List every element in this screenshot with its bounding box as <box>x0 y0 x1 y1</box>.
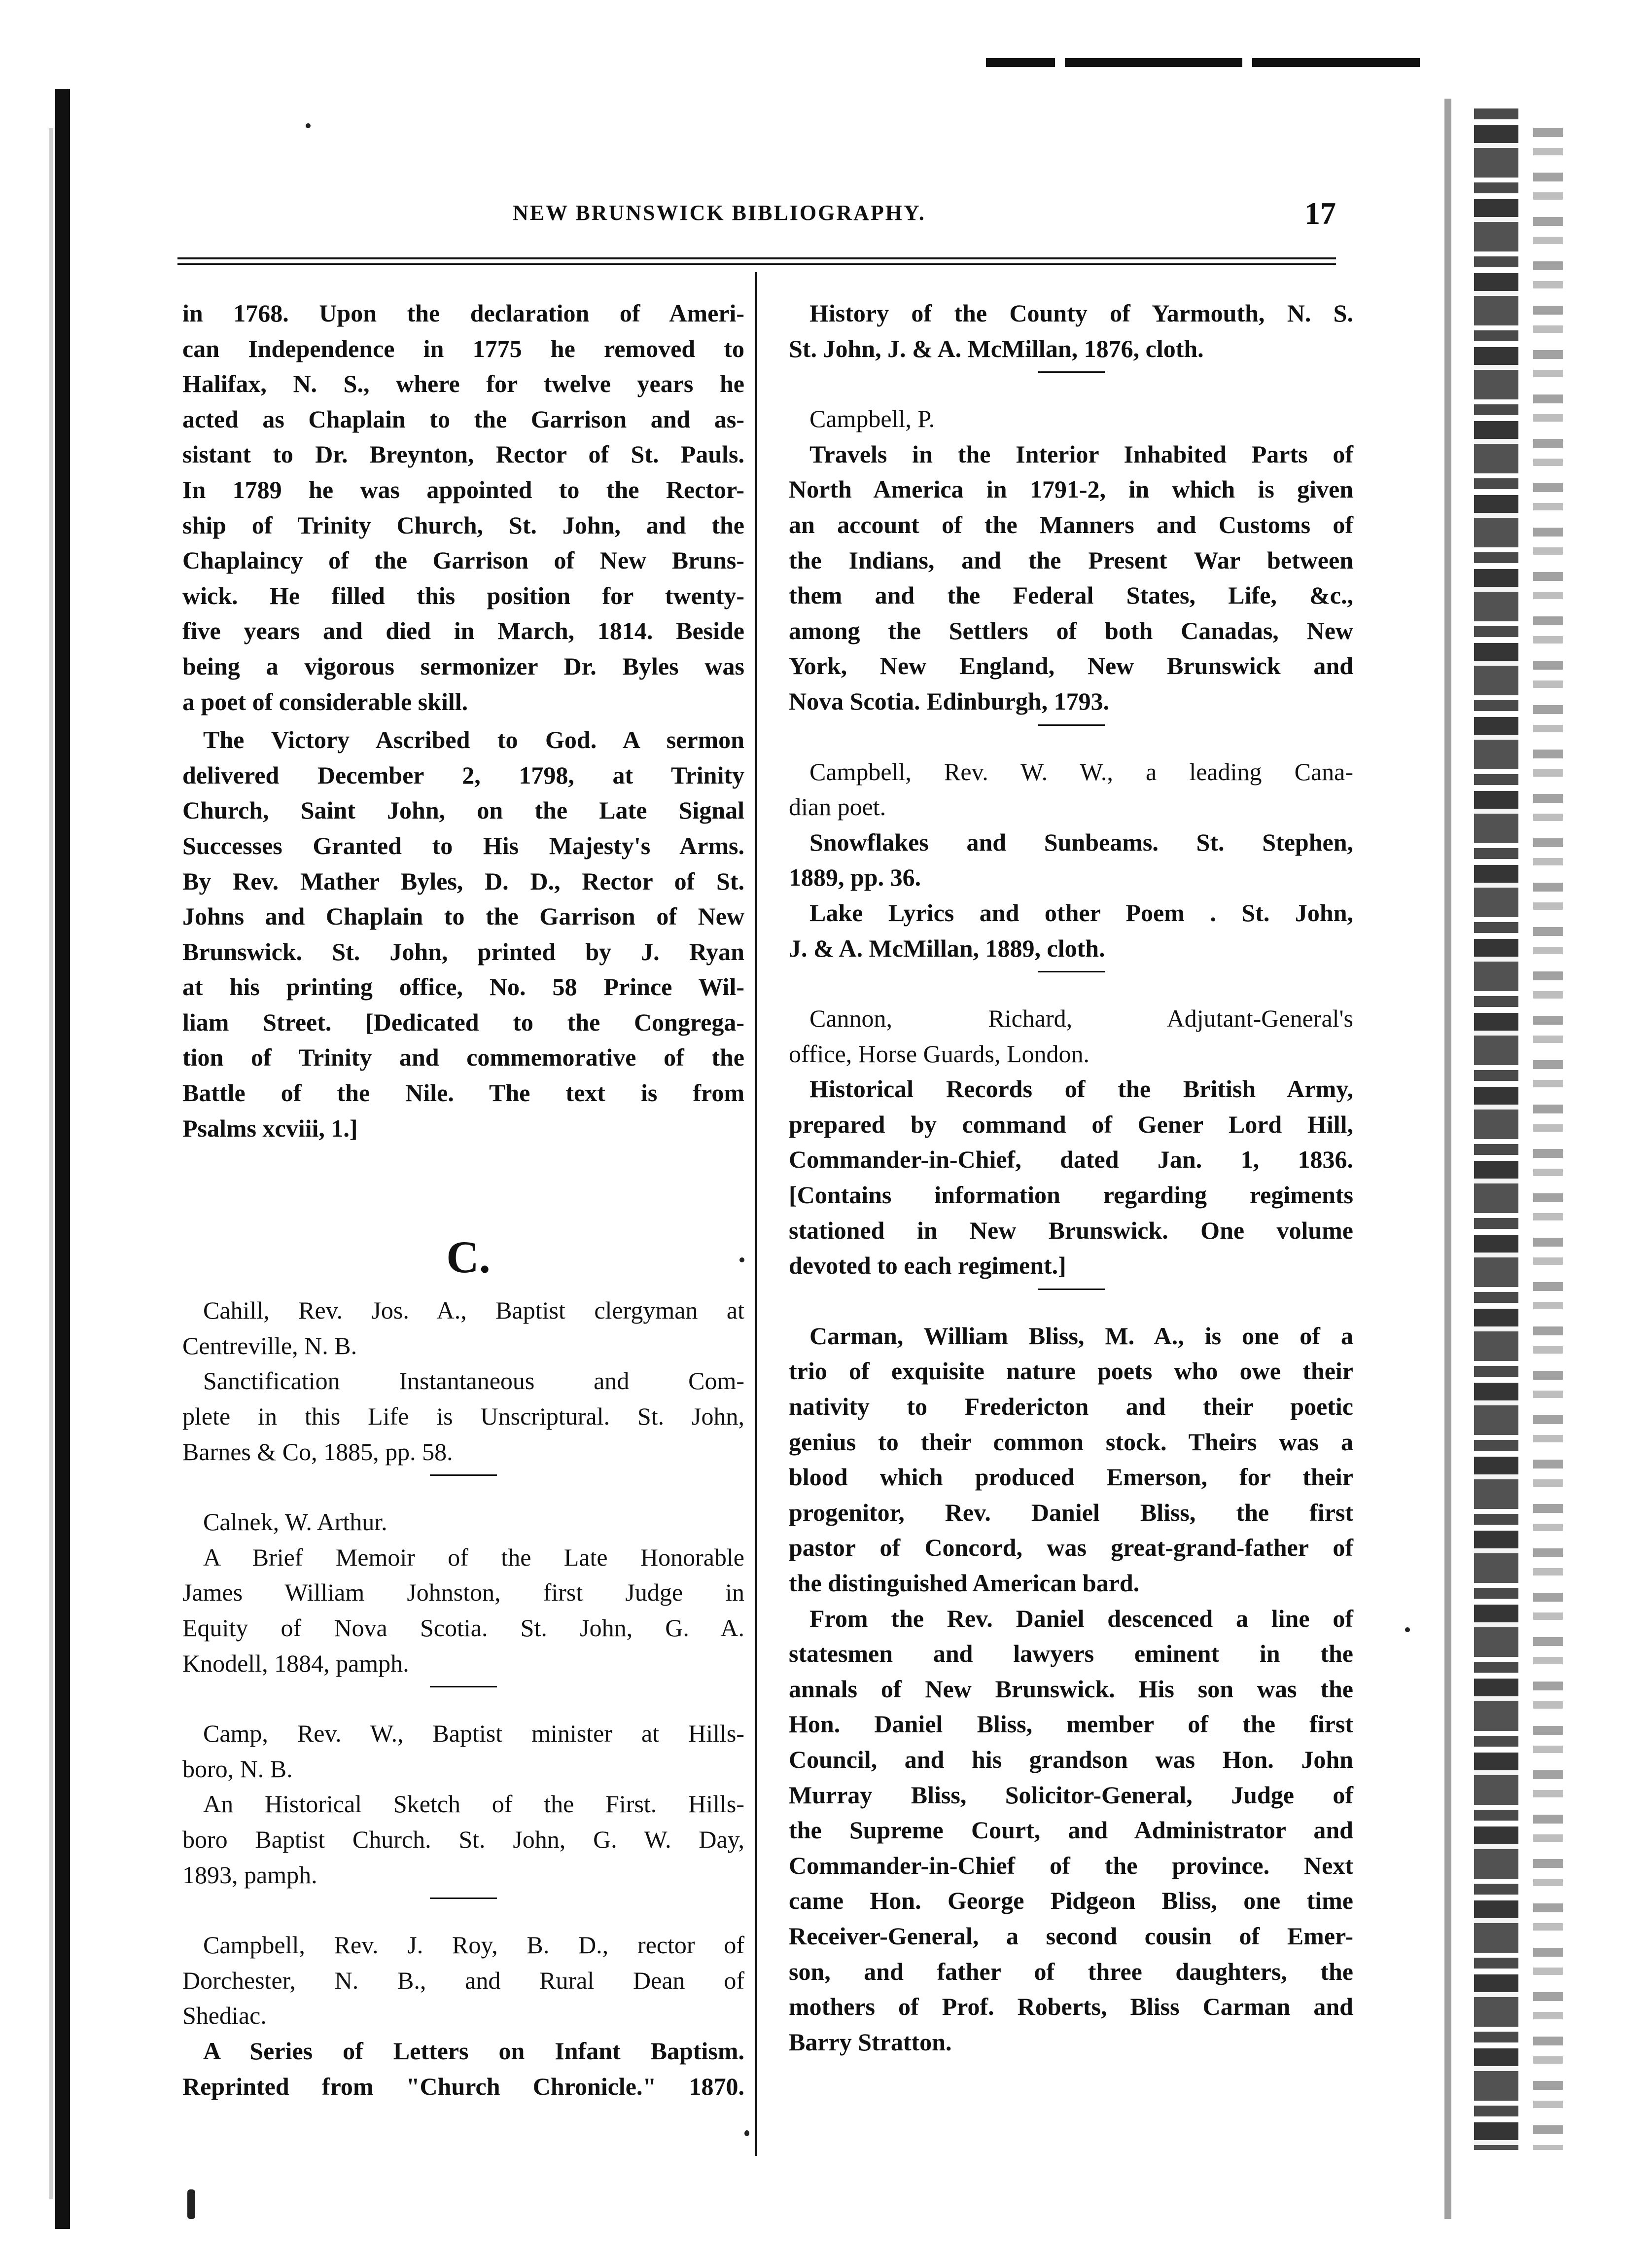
ink-speck <box>306 123 311 128</box>
text-line: From the Rev. Daniel descenced a line of <box>809 1604 1353 1632</box>
text-line: trio of exquisite nature poets who owe their <box>789 1357 1353 1385</box>
entry-title-line: Sanctification Instantaneous and Com- <box>203 1367 744 1395</box>
text-line: genius to their common stock. Theirs was a <box>789 1428 1353 1456</box>
text-line: 1893, pamph. <box>182 1861 317 1889</box>
entry-separator <box>1038 1289 1105 1290</box>
entry-title-line: Travels in the Interior Inhabited Parts of <box>809 440 1353 468</box>
text-line: Successes Granted to His Majesty's Arms. <box>182 831 744 859</box>
right-column <box>789 296 1353 2060</box>
page-number: 17 <box>1304 196 1336 231</box>
text-line: at his printing office, No. 58 Prince Wil- <box>182 973 744 1001</box>
author-line: Camp, Rev. W., Baptist minister at Hills- <box>203 1719 744 1748</box>
adjacent-page-edge-outer <box>1533 128 1563 2150</box>
running-title: NEW BRUNSWICK BIBLIOGRAPHY. <box>513 201 926 225</box>
text-line: can Independence in 1775 he removed to <box>182 334 744 362</box>
text-line: By Rev. Mather Byles, D. D., Rector of St. <box>182 867 744 895</box>
text-line: in 1768. Upon the declaration of Ameri- <box>182 299 744 327</box>
spacer <box>182 1284 744 1293</box>
page-binding-shadow-fade <box>49 128 53 2199</box>
column-divider <box>755 272 757 2156</box>
text-line: Council, and his grandson was Hon. John <box>789 1745 1353 1773</box>
text-line: acted as Chaplain to the Garrison and as- <box>182 405 744 433</box>
text-line: ship of Trinity Church, St. John, and the <box>182 511 744 539</box>
text-line: devoted to each regiment.] <box>789 1252 1066 1280</box>
author-line: Campbell, P. <box>809 405 935 433</box>
ink-mark <box>187 2189 195 2219</box>
text-line: son, and father of three daughters, the <box>789 1957 1353 1985</box>
text-line: Commander-in-Chief of the province. Next <box>789 1851 1353 1879</box>
text-line: Dorchester, N. B., and Rural Dean of <box>182 1966 744 1994</box>
text-line: North America in 1791-2, in which is given <box>789 475 1353 503</box>
top-scan-artifact <box>986 58 1420 67</box>
text-line: came Hon. George Pidgeon Bliss, one time <box>789 1887 1353 1915</box>
author-line: Campbell, Rev. W. W., a leading Cana- <box>809 757 1353 786</box>
text-line: Hon. Daniel Bliss, member of the first <box>789 1710 1353 1738</box>
spacer <box>182 1146 744 1230</box>
text-line: blood which produced Emerson, for their <box>789 1463 1353 1491</box>
author-line: Campbell, Rev. J. Roy, B. D., rector of <box>203 1931 744 1959</box>
text-line: the Indians, and the Present War between <box>789 546 1353 574</box>
text-line: James William Johnston, first Judge in <box>182 1578 744 1607</box>
author-line: Cannon, Richard, Adjutant-General's <box>809 1004 1353 1033</box>
header-rule-bottom <box>177 263 1336 265</box>
text-line: office, Horse Guards, London. <box>789 1039 1090 1068</box>
text-line: Murray Bliss, Solicitor-General, Judge of <box>789 1781 1353 1809</box>
text-line: Centreville, N. B. <box>182 1331 357 1360</box>
text-line: wick. He filled this position for twenty- <box>182 581 744 609</box>
entry-separator <box>1038 971 1105 972</box>
text-line: J. & A. McMillan, 1889, cloth. <box>789 934 1105 962</box>
text-line: 1889, pp. 36. <box>789 863 921 892</box>
text-line: Barnes & Co, 1885, pp. 58. <box>182 1437 453 1466</box>
author-line: Calnek, W. Arthur. <box>203 1508 387 1536</box>
text-line: Barry Stratton. <box>789 2028 952 2056</box>
text-line: an account of the Manners and Customs of <box>789 510 1353 538</box>
text-line: a poet of considerable skill. <box>182 687 468 716</box>
ink-speck <box>1405 1627 1410 1632</box>
text-line: the Supreme Court, and Administrator and <box>789 1816 1353 1844</box>
author-line: Cahill, Rev. Jos. A., Baptist clergyman at <box>203 1296 744 1325</box>
entry-separator <box>1038 724 1105 726</box>
text-line: tion of Trinity and commemorative of the <box>182 1043 744 1072</box>
text-line: Nova Scotia. Edinburgh, 1793. <box>789 687 1110 715</box>
page-binding-shadow <box>55 89 70 2229</box>
text-line: five years and died in March, 1814. Beside <box>182 617 744 645</box>
ink-speck <box>744 2130 749 2136</box>
text-line: Equity of Nova Scotia. St. John, G. A. <box>182 1614 744 1642</box>
text-line: sistant to Dr. Breynton, Rector of St. Pauls. <box>182 440 744 468</box>
entry-separator <box>430 1686 497 1687</box>
text-line: York, New England, New Brunswick and <box>789 652 1353 680</box>
text-line: In 1789 he was appointed to the Rector- <box>182 475 744 503</box>
text-line: mothers of Prof. Roberts, Bliss Carman and <box>789 1993 1353 2021</box>
text-line: statesmen and lawyers eminent in the <box>789 1640 1353 1668</box>
text-line: liam Street. [Dedicated to the Congrega- <box>182 1008 744 1036</box>
text-line: plete in this Life is Unscriptural. St. John, <box>182 1402 744 1431</box>
text-line: progenitor, Rev. Daniel Bliss, the first <box>789 1498 1353 1526</box>
entry-title-line: A Brief Memoir of the Late Honorable <box>203 1543 744 1571</box>
adjacent-page-edge <box>1474 108 1518 2150</box>
text-line: Reprinted from "Church Chronicle." 1870. <box>182 2072 744 2100</box>
text-line: stationed in New Brunswick. One volume <box>789 1216 1353 1244</box>
text-line: Knodell, 1884, pamph. <box>182 1649 409 1677</box>
text-line: Battle of the Nile. The text is from <box>182 1079 744 1107</box>
text-line: them and the Federal States, Life, &c., <box>789 581 1353 609</box>
entry-title-line: A Series of Letters on Infant Baptism. <box>203 2037 744 2065</box>
text-line: delivered December 2, 1798, at Trinity <box>182 761 744 789</box>
text-line: prepared by command of Gener Lord Hill, <box>789 1110 1353 1138</box>
text-line: Psalms xcviii, 1.] <box>182 1114 358 1142</box>
text-line: nativity to Fredericton and their poetic <box>789 1393 1353 1421</box>
entry-separator <box>430 1898 497 1899</box>
author-line: Carman, William Bliss, M. A., is one of a <box>809 1322 1353 1350</box>
text-line: among the Settlers of both Canadas, New <box>789 616 1353 645</box>
text-line: being a vigorous sermonizer Dr. Byles was <box>182 652 744 680</box>
text-line: Brunswick. St. John, printed by J. Ryan <box>182 937 744 966</box>
text-line: [Contains information regarding regiments <box>789 1181 1353 1209</box>
entry-separator <box>1038 371 1105 373</box>
entry-separator <box>430 1474 497 1476</box>
section-letter: C. <box>446 1232 491 1283</box>
text-line: St. John, J. & A. McMillan, 1876, cloth. <box>789 334 1204 362</box>
text-line: Church, Saint John, on the Late Signal <box>182 796 744 824</box>
entry-title-line: The Victory Ascribed to God. A sermon <box>203 726 744 754</box>
entry-title-line: Snowflakes and Sunbeams. St. Stephen, <box>809 828 1353 856</box>
text-line: Halifax, N. S., where for twelve years he <box>182 370 744 398</box>
entry-title-line: Historical Records of the British Army, <box>809 1075 1353 1103</box>
text-line: annals of New Brunswick. His son was the <box>789 1675 1353 1703</box>
text-line: Commander-in-Chief, dated Jan. 1, 1836. <box>789 1146 1353 1174</box>
entry-title-line: An Historical Sketch of the First. Hills- <box>203 1790 744 1818</box>
text-line: boro Baptist Church. St. John, G. W. Day, <box>182 1825 744 1853</box>
header-rule-top <box>177 257 1336 259</box>
entry-title-line: History of the County of Yarmouth, N. S. <box>809 299 1353 327</box>
entry-title-line: Lake Lyrics and other Poem . St. John, <box>809 898 1353 927</box>
text-line: dian poet. <box>789 793 886 821</box>
text-line: Shediac. <box>182 2002 267 2030</box>
text-line: the distinguished American bard. <box>789 1569 1140 1597</box>
left-column <box>182 296 744 2104</box>
text-line: pastor of Concord, was great-grand-father of <box>789 1534 1353 1562</box>
text-line: Johns and Chaplain to the Garrison of New <box>182 902 744 931</box>
text-line: boro, N. B. <box>182 1755 293 1783</box>
page-edge-shadow <box>1444 99 1451 2219</box>
page-header <box>177 197 1336 237</box>
text-line: Receiver-General, a second cousin of Emer- <box>789 1922 1353 1950</box>
text-line: Chaplaincy of the Garrison of New Bruns- <box>182 546 744 574</box>
